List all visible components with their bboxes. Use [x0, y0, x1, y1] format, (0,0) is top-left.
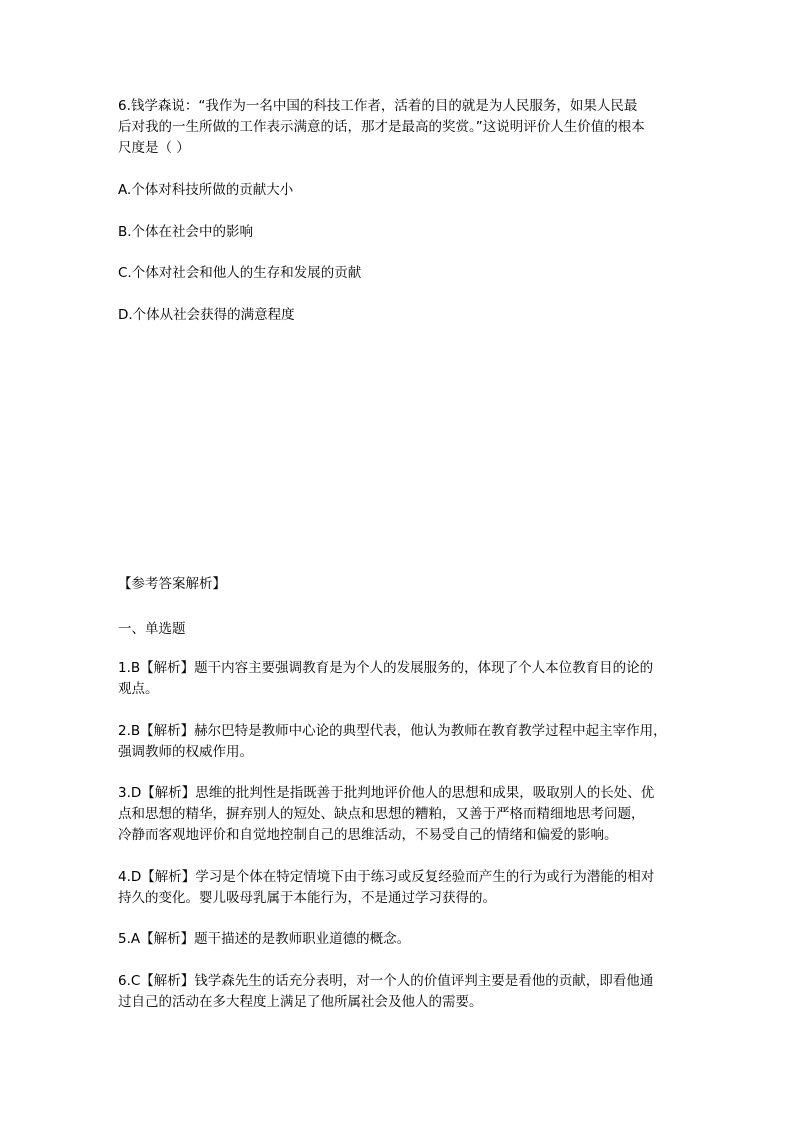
- option-b: B.个体在社会中的影响: [118, 224, 254, 240]
- answer-item-3: [118, 783, 688, 846]
- option-c: C.个体对社会和他人的生存和发展的贡献: [118, 265, 362, 281]
- answer-line: 4.D【解析】学习是个体在特定情境下由于练习或反复经验而产生的行为或行为潜能的相对: [118, 869, 655, 885]
- answer-line: 持久的变化。婴儿吸母乳属于本能行为，不是通过学习获得的。: [118, 890, 496, 906]
- section-title-single-choice: 一、单选题: [118, 621, 186, 637]
- answer-item-6: [118, 971, 688, 1013]
- question-stem-line: 后对我的一生所做的工作表示满意的话，那才是最高的奖赏。”这说明评价人生价值的根本: [118, 119, 645, 135]
- answer-line: 冷静而客观地评价和自觉地控制自己的思维活动，不易受自己的情绪和偏爱的影响。: [118, 827, 618, 843]
- answer-item-2: [118, 721, 688, 763]
- answer-line: 5.A【解析】题干描述的是教师职业道德的概念。: [118, 931, 411, 947]
- answer-item-5: [118, 929, 688, 950]
- answer-key-section: [118, 573, 683, 595]
- answer-line: 过自己的活动在多大程度上满足了他所属社会及他人的需要。: [118, 994, 483, 1010]
- answer-key-heading: 【参考答案解析】: [118, 576, 226, 592]
- question-stem-line: 6.钱学森说：“我作为一名中国的科技工作者，活着的目的就是为人民服务，如果人民最: [118, 98, 638, 114]
- option-a: A.个体对科技所做的贡献大小: [118, 182, 294, 198]
- answer-line: 点和思想的精华，摒弃别人的短处、缺点和思想的糟粕，又善于严格而精细地思考问题，: [118, 806, 645, 822]
- option-d: D.个体从社会获得的满意程度: [118, 307, 295, 323]
- answer-line: 6.C【解析】钱学森先生的话充分表明，对一个人的价值评判主要是看他的贡献，即看他通: [118, 973, 654, 989]
- answer-line: 3.D【解析】思维的批判性是指既善于批判地评价他人的思想和成果，吸取别人的长处、优: [118, 785, 655, 801]
- answer-line: 1.B【解析】题干内容主要强调教育是为个人的发展服务的，体现了个人本位教育目的论的: [118, 660, 654, 676]
- question-6: [118, 96, 683, 159]
- answer-item-1: [118, 658, 688, 700]
- answer-line: 强调教师的权威作用。: [118, 744, 253, 760]
- answer-line: 观点。: [118, 681, 159, 697]
- answer-item-4: [118, 867, 688, 909]
- answer-line: 2.B【解析】赫尔巴特是教师中心论的典型代表，他认为教师在教育教学过程中起主宰作用，: [118, 723, 667, 739]
- question-stem-line: 尺度是（ ）: [118, 140, 190, 156]
